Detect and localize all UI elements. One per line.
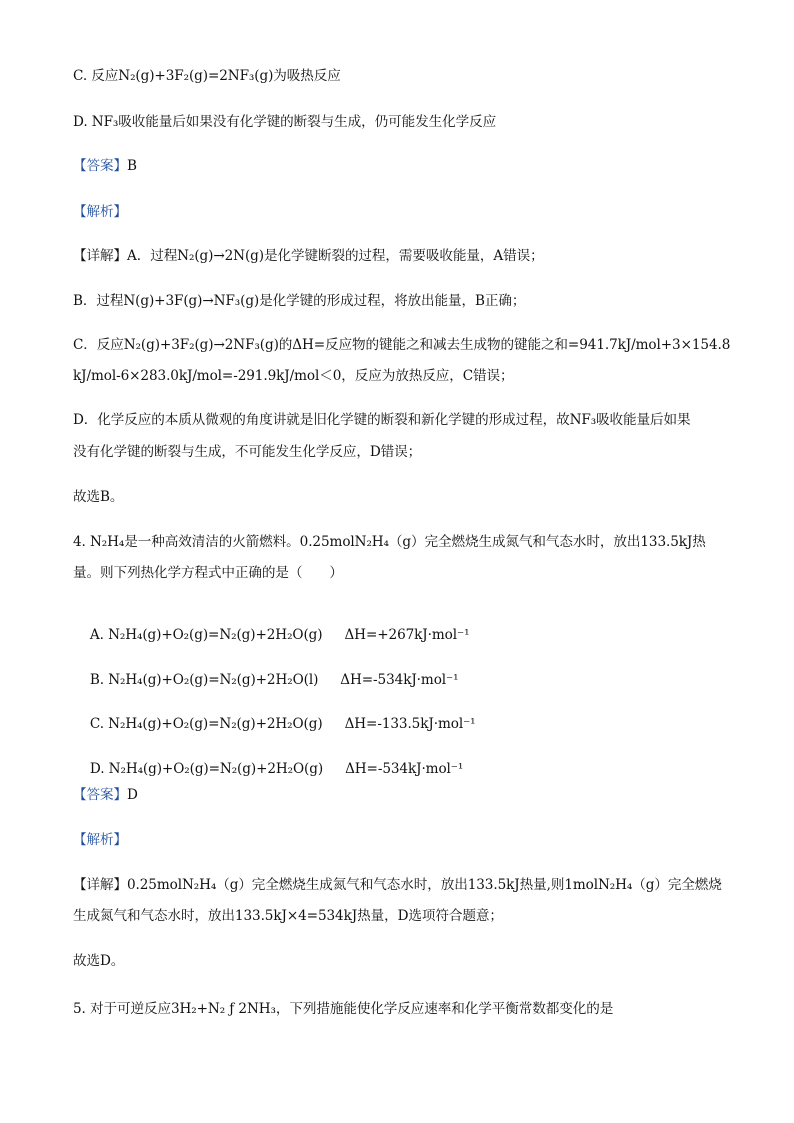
q4-analysis-heading: 【解析】 xyxy=(73,832,127,848)
detail-tag: 【详解】 xyxy=(73,248,127,264)
option-equation: N₂H₄(g)+O₂(g)=N₂(g)+2H₂O(g) xyxy=(108,627,323,643)
q3-detail-line-d1: D．化学反应的本质从微观的角度讲就是旧化学键的断裂和新化学键的形成过程，故NF₃吸收能量后如果 xyxy=(73,412,691,428)
option-text: 反应N₂(g)+3F₂(g)=2NF₃(g)为吸热反应 xyxy=(91,68,341,84)
option-equation: N₂H₄(g)+O₂(g)=N₂(g)+2H₂O(g) xyxy=(108,716,323,732)
option-label: D. xyxy=(89,761,105,777)
q3-detail-line-b: B．过程N(g)+3F(g)→NF₃(g)是化学键的形成过程，将放出能量，B正确； xyxy=(73,293,526,309)
option-label: C. xyxy=(73,68,88,84)
q3-option-c xyxy=(73,67,341,85)
q3-detail-line-c2: kJ/mol-6×283.0kJ/mol=-291.9kJ/mol＜0，反应为放热反应，C错误； xyxy=(73,368,514,384)
option-delta-h: ΔH=-133.5kJ·mol⁻¹ xyxy=(344,716,476,732)
q4-detail-line-1 xyxy=(73,876,722,894)
q4-conclusion: 故选D。 xyxy=(73,953,125,969)
option-label: C. xyxy=(89,716,104,732)
q4-answer xyxy=(73,786,138,804)
option-label: D. xyxy=(73,114,88,130)
detail-text: 0.25molN₂H₄（g）完全燃烧生成氮气和气态水时，放出133.5kJ热量,则1molN₂H₄（g）完全燃烧 xyxy=(126,877,722,893)
q3-answer xyxy=(73,157,137,175)
option-delta-h: ΔH=+267kJ·mol⁻¹ xyxy=(344,627,470,643)
option-label: A. xyxy=(89,627,104,643)
q5-stem: 5. 对于可逆反应3H₂+N₂ ƒ 2NH₃，下列措施能使化学反应速率和化学平衡常数都变化的是 xyxy=(73,1001,614,1017)
q4-stem-line-2: 量。则下列热化学方程式中正确的是（ ） xyxy=(73,565,343,581)
q3-analysis-heading: 【解析】 xyxy=(73,204,127,220)
option-equation: N₂H₄(g)+O₂(g)=N₂(g)+2H₂O(l) xyxy=(108,672,319,688)
q4-detail-line-2: 生成氮气和气态水时，放出133.5kJ×4=534kJ热量，D选项符合题意； xyxy=(73,908,503,924)
detail-tag: 【详解】 xyxy=(73,877,127,893)
answer-tag: 【答案】 xyxy=(73,787,127,803)
q3-detail-line-d2: 没有化学键的断裂与生成，不可能发生化学反应，D错误； xyxy=(73,444,422,460)
q4-stem-line-1: 4. N₂H₄是一种高效清洁的火箭燃料。0.25molN₂H₄（g）完全燃烧生成氮气和气态水时，放出133.5kJ热 xyxy=(73,534,706,550)
answer-value: B xyxy=(126,158,137,174)
q3-conclusion: 故选B。 xyxy=(73,489,124,505)
option-delta-h: ΔH=-534kJ·mol⁻¹ xyxy=(345,761,464,777)
option-delta-h: ΔH=-534kJ·mol⁻¹ xyxy=(340,672,459,688)
answer-value: D xyxy=(126,787,138,803)
option-equation: N₂H₄(g)+O₂(g)=N₂(g)+2H₂O(g) xyxy=(108,761,324,777)
q3-detail-line-c1: C．反应N₂(g)+3F₂(g)→2NF₃(g)的ΔH=反应物的键能之和减去生成物的键能之和=941.7kJ/mol+3×154.8 xyxy=(73,337,731,353)
option-text: NF₃吸收能量后如果没有化学键的断裂与生成，仍可能发生化学反应 xyxy=(91,114,497,130)
option-label: B. xyxy=(89,672,105,688)
q3-detail-line-a xyxy=(73,247,544,265)
answer-tag: 【答案】 xyxy=(73,158,127,174)
detail-text: A．过程N₂(g)→2N(g)是化学键断裂的过程，需要吸收能量，A错误； xyxy=(126,248,544,264)
q3-option-d xyxy=(73,113,496,131)
